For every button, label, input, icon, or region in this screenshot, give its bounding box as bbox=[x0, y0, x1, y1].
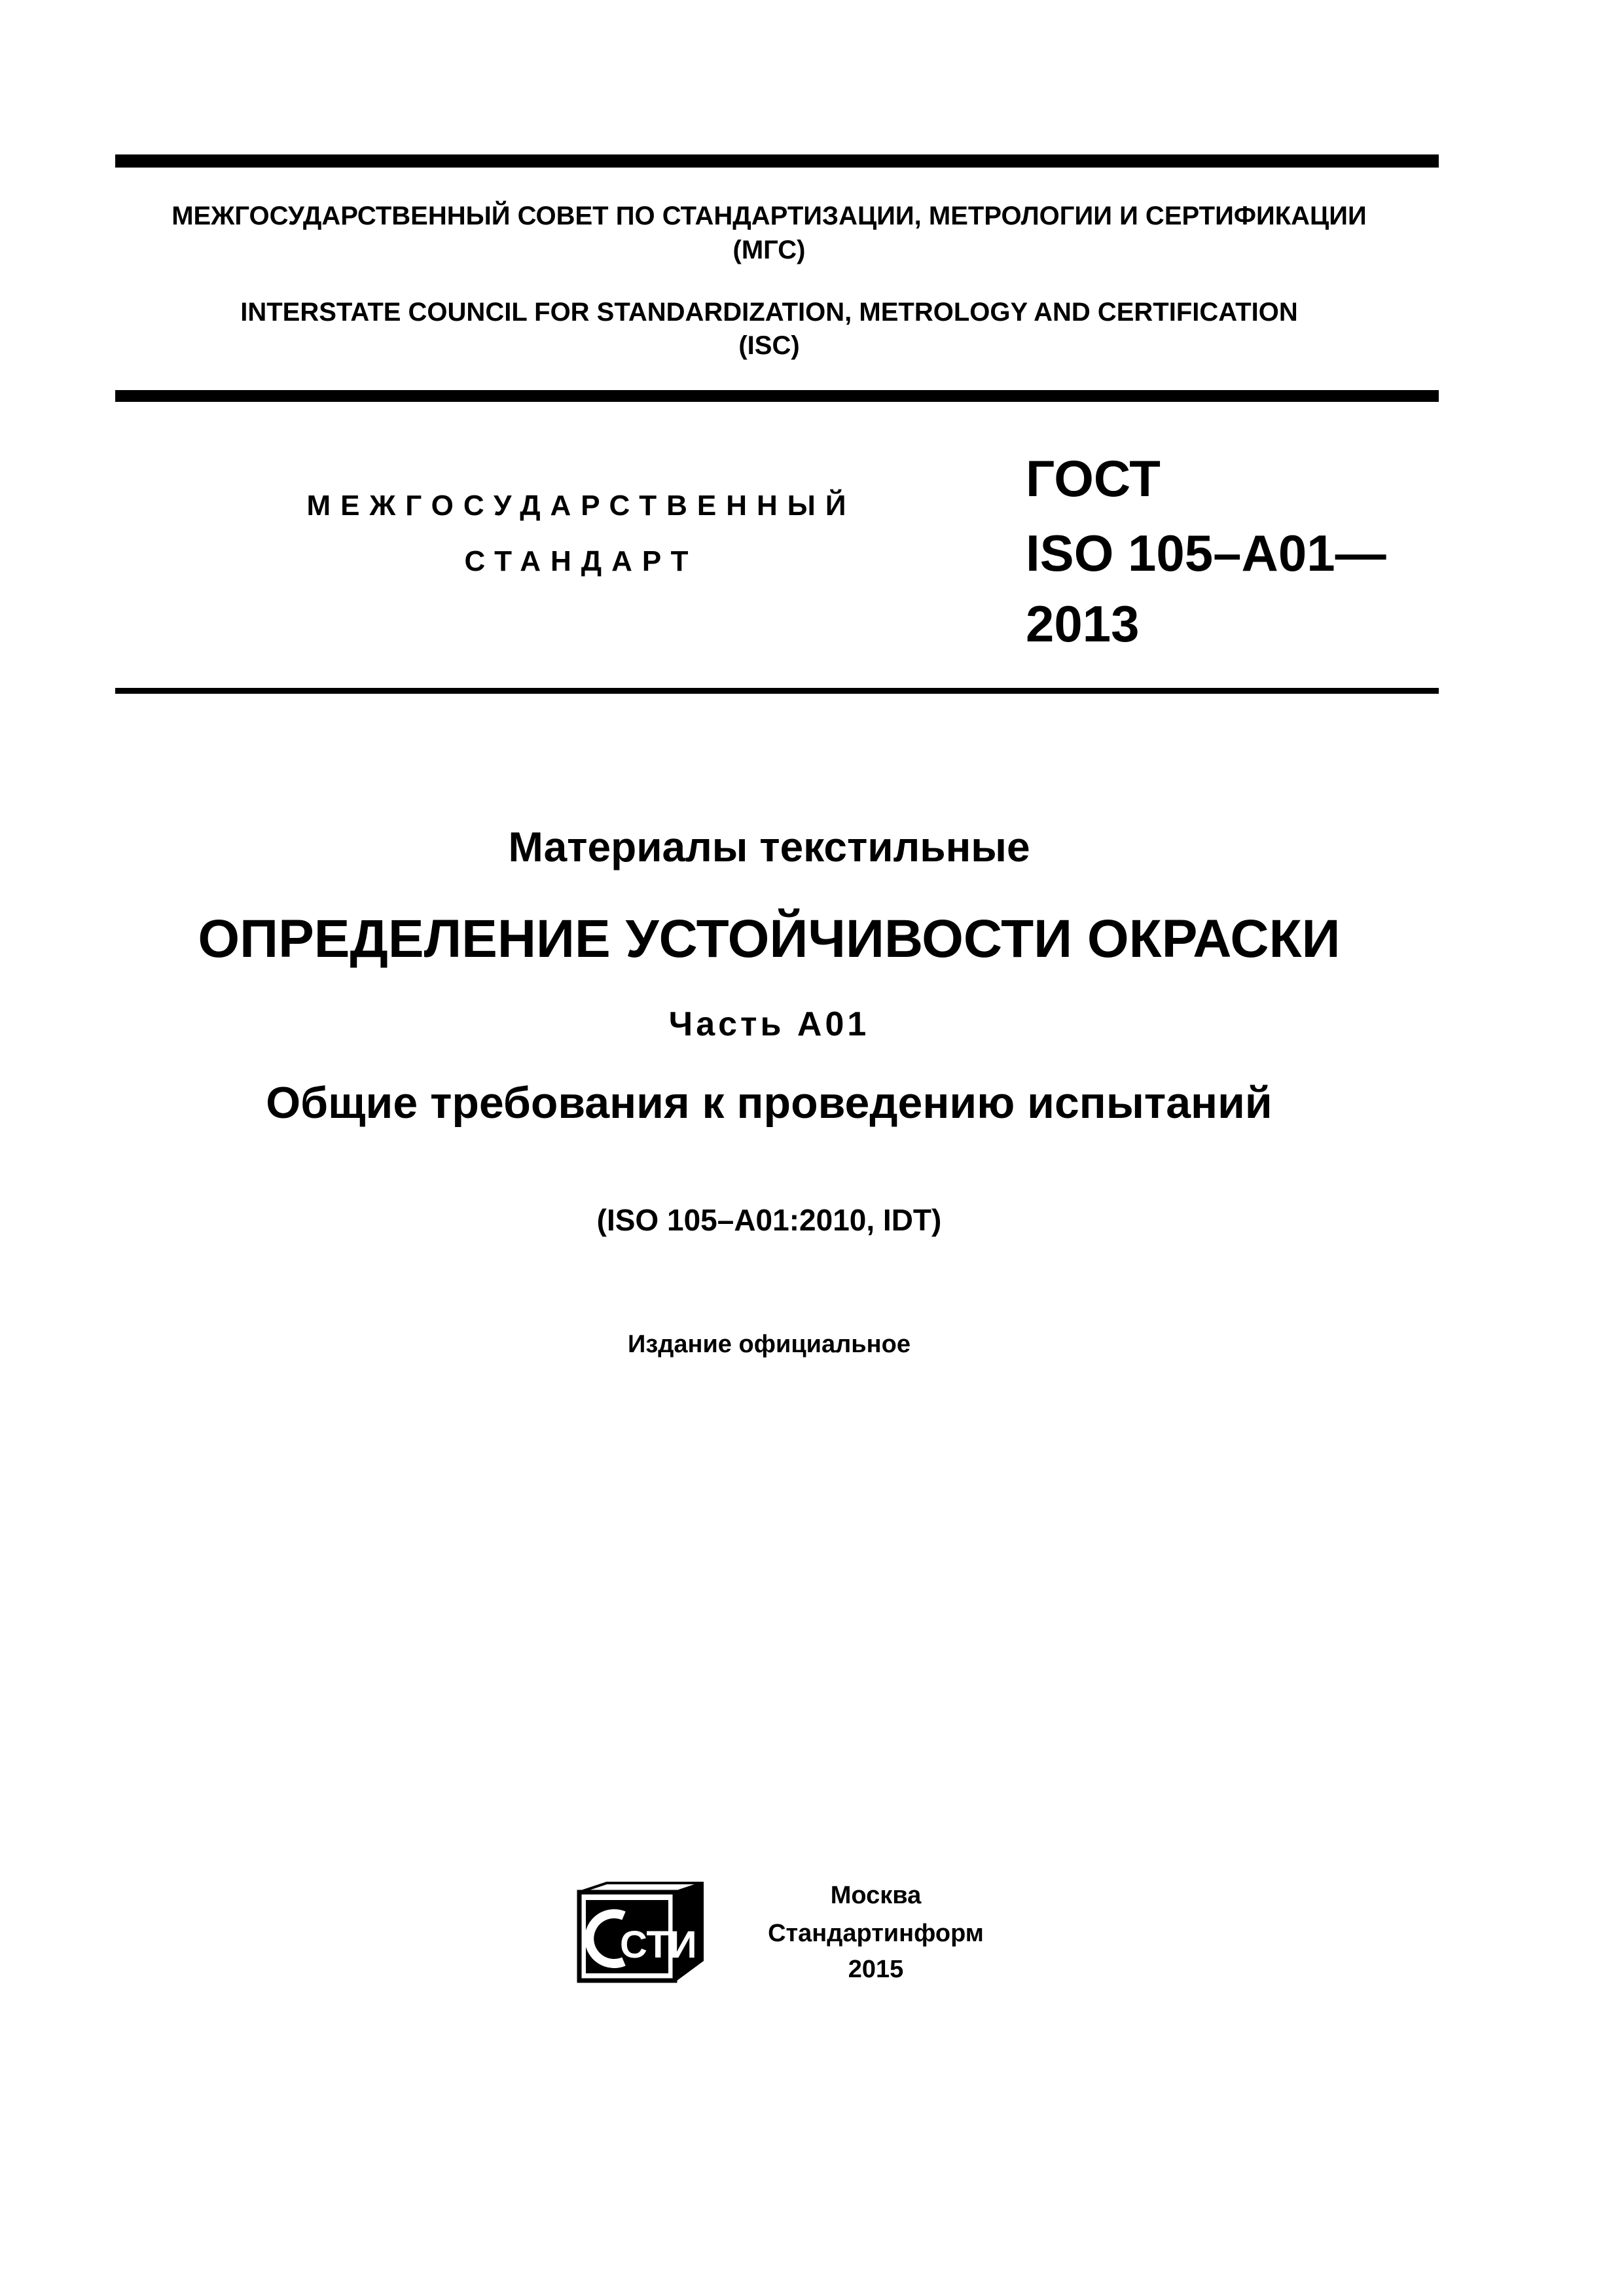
publisher-year: 2015 bbox=[848, 1956, 904, 1983]
bottom-rule bbox=[115, 688, 1439, 694]
designation-line3: 2013 bbox=[1026, 595, 1140, 653]
logo-text: СТИ bbox=[620, 1924, 697, 1966]
edition-note: Издание официальное bbox=[628, 1331, 911, 1358]
standard-kind-line2: СТАНДАРТ bbox=[464, 545, 698, 577]
standard-kind-line1: МЕЖГОСУДАРСТВЕННЫЙ bbox=[306, 490, 856, 522]
council-abbr-ru: (МГС) bbox=[732, 236, 806, 264]
iso-reference: (ISO 105–A01:2010, IDT) bbox=[596, 1203, 942, 1237]
designation-line1: ГОСТ bbox=[1026, 450, 1161, 507]
council-name-en: INTERSTATE COUNCIL FOR STANDARDIZATION, METROLOGY AND CERTIFICATION bbox=[240, 298, 1298, 327]
designation-line2: ISO 105–A01— bbox=[1026, 524, 1386, 582]
title-part: Часть A01 bbox=[668, 1005, 870, 1043]
council-abbr-en: (ISC) bbox=[738, 331, 800, 360]
top-rule bbox=[115, 154, 1439, 168]
publisher-name: Стандартинформ bbox=[768, 1920, 984, 1947]
title-materials: Материалы текстильные bbox=[508, 823, 1030, 870]
publisher-city: Москва bbox=[830, 1882, 922, 1909]
title-main: ОПРЕДЕЛЕНИЕ УСТОЙЧИВОСТИ ОКРАСКИ bbox=[198, 909, 1341, 969]
standartinform-logo-icon bbox=[577, 1882, 705, 1983]
title-subtitle: Общие требования к проведению испытаний bbox=[266, 1078, 1272, 1128]
middle-rule bbox=[115, 390, 1439, 402]
council-name-ru: МЕЖГОСУДАРСТВЕННЫЙ СОВЕТ ПО СТАНДАРТИЗАЦИИ, МЕТРОЛОГИИ И СЕРТИФИКАЦИИ bbox=[171, 202, 1367, 230]
